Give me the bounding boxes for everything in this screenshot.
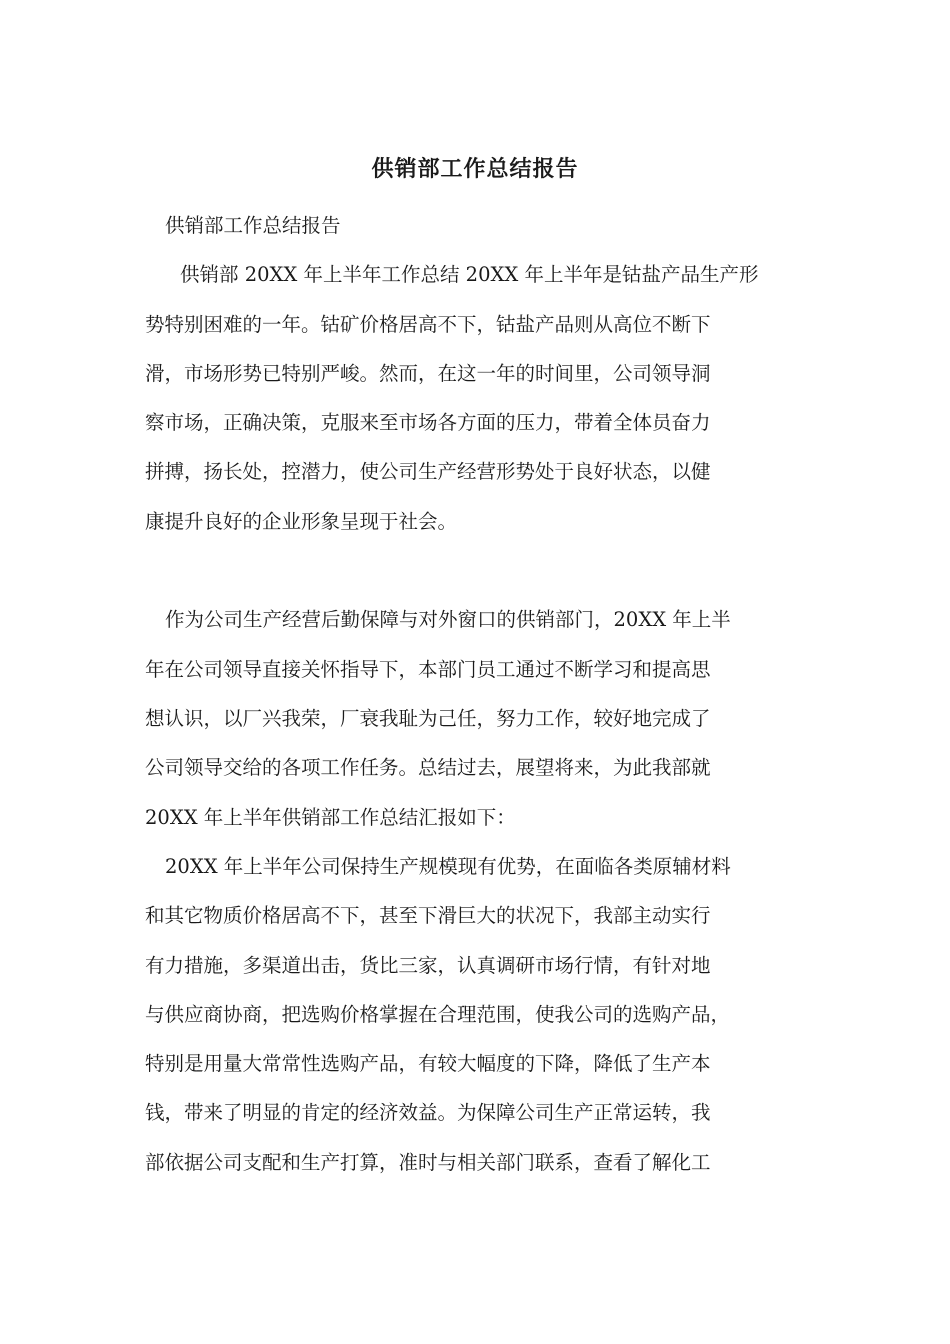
paragraph-3-line-1: 20XX 年上半年公司保持生产规模现有优势，在面临各类原辅材料 <box>165 855 731 878</box>
document-subtitle: 供销部工作总结报告 <box>165 214 341 237</box>
paragraph-3-line-4: 与供应商协商，把选购价格掌握在合理范围，使我公司的选购产品， <box>145 1003 731 1026</box>
document-title: 供销部工作总结报告 <box>371 156 579 182</box>
paragraph-2-line-3: 想认识，以厂兴我荣，厂衰我耻为己任，努力工作，较好地完成了 <box>145 707 711 730</box>
paragraph-1-line-6: 康提升良好的企业形象呈现于社会。 <box>145 510 458 533</box>
paragraph-1-line-4: 察市场，正确决策，克服来至市场各方面的压力，带着全体员奋力 <box>145 411 711 434</box>
paragraph-3-line-2: 和其它物质价格居高不下，甚至下滑巨大的状况下，我部主动实行 <box>145 904 711 927</box>
paragraph-2-line-2: 年在公司领导直接关怀指导下，本部门员工通过不断学习和提高思 <box>145 658 711 681</box>
paragraph-2-line-5: 20XX 年上半年供销部工作总结汇报如下： <box>145 806 516 829</box>
paragraph-1-line-1: 供销部 20XX 年上半年工作总结 20XX 年上半年是钴盐产品生产形 <box>180 263 759 286</box>
paragraph-3-line-5: 特别是用量大常常性选购产品，有较大幅度的下降，降低了生产本 <box>145 1052 711 1075</box>
paragraph-2-line-1: 作为公司生产经营后勤保障与对外窗口的供销部门，20XX 年上半 <box>165 608 731 631</box>
paragraph-1-line-2: 势特别困难的一年。钴矿价格居高不下，钴盐产品则从高位不断下 <box>145 313 711 336</box>
paragraph-2-line-4: 公司领导交给的各项工作任务。总结过去，展望将来，为此我部就 <box>145 756 711 779</box>
paragraph-3-line-3: 有力措施，多渠道出击，货比三家，认真调研市场行情，有针对地 <box>145 954 711 977</box>
paragraph-3-line-7: 部依据公司支配和生产打算，准时与相关部门联系，查看了解化工 <box>145 1151 711 1174</box>
paragraph-1-line-5: 拼搏，扬长处，控潜力，使公司生产经营形势处于良好状态，以健 <box>145 460 711 483</box>
paragraph-3-line-6: 钱，带来了明显的肯定的经济效益。为保障公司生产正常运转，我 <box>145 1101 711 1124</box>
paragraph-1-line-3: 滑，市场形势已特别严峻。然而，在这一年的时间里，公司领导洞 <box>145 362 711 385</box>
